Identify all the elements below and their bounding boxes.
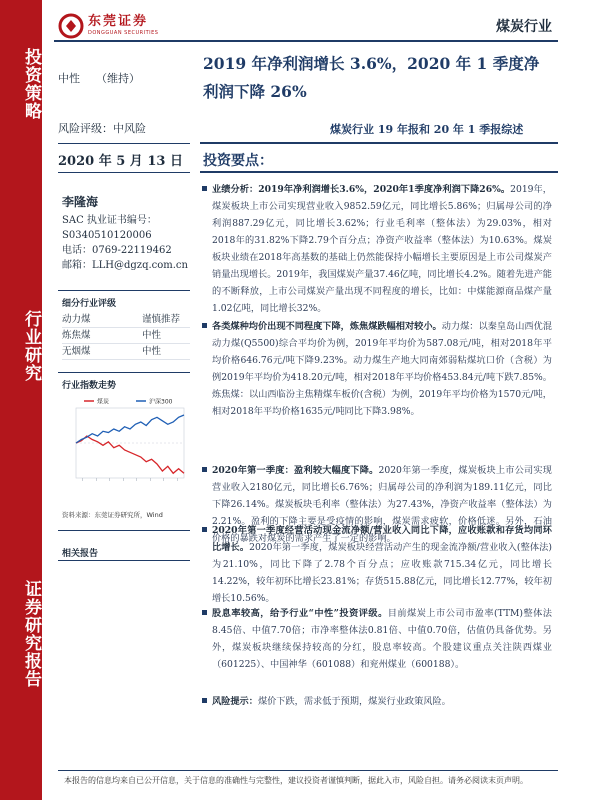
sub-industry-rating: 中性	[142, 346, 162, 357]
paragraph-lead: 风险提示：	[212, 696, 258, 707]
index-chart	[62, 394, 190, 500]
table-row	[62, 344, 190, 360]
side-label-strategy: 投资策略	[21, 48, 41, 120]
analyst-name: 李隆海	[62, 195, 99, 209]
sub-industry-rating: 谨慎推荐	[142, 314, 181, 325]
chart-source: 资料来源：东莞证券研究所，Wind	[62, 511, 163, 519]
paragraph-dividend	[212, 605, 552, 673]
paragraph-lead: 2020年第一季度：盈利较大幅度下降。	[212, 465, 379, 476]
analyst-phone: 电话：0769-22119462	[62, 245, 172, 256]
analyst-license-no: S0340510120006	[62, 230, 152, 241]
left-divider	[58, 290, 190, 291]
paragraph-body: 2020年第一季度，煤炭板块上市公司实现营业收入2180亿元，同比增长6.76%；归属母公司的净利润为189.11亿元，同比下降26.14%。煤炭板块毛利率（整体法）为27.43%，净资产收益率（整体法）为2.21%。盈利的下降主要是受疫情的影响，煤炭需求疲软，价格低迷。另外，石油价格的暴跌对煤炭的需求产生了一定的影响。	[212, 465, 552, 544]
rating-note: （维持）	[96, 72, 140, 85]
brand-name-en: DONGGUAN SECURITIES	[88, 30, 159, 36]
bullet-icon	[202, 527, 207, 532]
report-title: 2019 年净利润增长 3.6%，2020 年 1 季度净利润下降 26%	[203, 54, 540, 101]
index-chart-title: 行业指数走势	[62, 381, 117, 391]
analyst-email[interactable]: 邮箱：LLH@dgzq.com.cn	[62, 260, 188, 271]
paragraph-cashflow	[212, 522, 552, 607]
footer-disclaimer: 本报告的信息均来自已公开信息，关于信息的准确性与完整性，建议投资者谨慎判断，据此入市，风险自担。请务必阅读末页声明。	[64, 776, 528, 785]
paragraph-body: 动力煤：以秦皇岛山西优混动力煤(Q5500)综合平均价为例，2019年平均价为587.08元/吨，相对2018年平均价格646.76元/吨下降9.23%。动力煤生产地大同南郊弱粘煤坑口价（含税）为例2019年平均价为418.20元/吨，相对2018年平均价格453.84元/吨下跌7.85%。炼焦煤：以山西临汾主焦精煤车板价(含税）为例，2019年平均价格为1570元/吨，相对2018年平均价格1635元/吨同比下降3.98%。	[212, 321, 553, 417]
key-points-title: 投资要点：	[203, 153, 273, 169]
side-label-industry: 行业研究	[21, 310, 41, 382]
paragraph-lead: 各类煤种均价出现不同程度下降，炼焦煤跌幅相对较小。	[212, 321, 442, 332]
bullet-icon	[202, 610, 207, 615]
paragraph-body: 目前煤炭上市公司市盈率(TTM)整体法8.45倍、中值7.70倍；市净率整体法0.81倍、中值0.70倍，估值仍具备优势。另外，煤炭板块继续保持较高的分红，股息率较高。个股建议重点关注陕西煤业（601225）、中国神华（601088）和兖州煤业（600188）。	[212, 608, 552, 670]
analyst-license-label: SAC 执业证书编号：	[62, 215, 157, 226]
series-line-0	[76, 436, 184, 473]
header-divider	[54, 40, 558, 42]
left-divider	[58, 172, 190, 173]
paragraph-prices	[212, 318, 552, 420]
left-divider	[58, 560, 190, 561]
paragraph-performance	[212, 181, 552, 317]
report-date: 2020 年 5 月 13 日	[58, 154, 183, 169]
rating	[58, 70, 156, 86]
side-label-report: 证券研究报告	[21, 580, 41, 688]
title-divider	[200, 142, 558, 144]
left-divider	[58, 143, 190, 144]
bullet-icon	[202, 323, 207, 328]
brand-logo	[58, 10, 158, 42]
table-row	[62, 328, 190, 344]
sub-industry-name: 炼焦煤	[62, 330, 91, 341]
sub-industry-name: 无烟煤	[62, 346, 91, 357]
analyst-block	[62, 195, 192, 273]
paragraph-lead: 股息率较高，给予行业“中性”投资评级。	[212, 608, 388, 619]
sub-industry-name: 动力煤	[62, 314, 91, 325]
legend-label: 沪深300	[149, 398, 173, 406]
table-row	[62, 312, 190, 328]
bullet-icon	[202, 467, 207, 472]
industry-label: 煤炭行业	[496, 19, 552, 35]
left-divider	[58, 372, 190, 373]
rating-value: 中性	[58, 72, 80, 85]
bullet-icon	[202, 186, 207, 191]
sub-industry-table	[62, 312, 190, 360]
bullet-icon	[202, 698, 207, 703]
key-points-divider	[200, 171, 558, 173]
logo-mark-icon	[58, 13, 84, 39]
index-chart-svg	[62, 394, 190, 500]
risk-rating: 风险评级：中风险	[58, 122, 146, 135]
paragraph-body: 2020年第一季度，煤炭板块经营活动产生的现金流净额/营业收入(整体法)为21.10%，同比下降了2.78个百分点；应收账款715.34亿元，同比增长14.22%，较年初环比增长23.81%；存货515.88亿元，同比增长12.77%，较年初增长10.56%。	[212, 542, 552, 604]
paragraph-body: 2019年，煤炭板块上市公司实现营业收入9852.59亿元，同比增长5.86%；归属母公司的净利润887.29亿元，同比增长3.62%；行业毛利率（整体法）为29.03%，相对2018年的31.82%下降2.79个百分点；净资产收益率（整体法）为10.63%。煤炭板块业绩在2018年高基数的基础上仍然能保持小幅增长主要原因是上市公司煤炭产销量出现增长。2019年，我国煤炭产量37.46亿吨，同比增长4.2%。随着先进产能的不断释放，上市公司煤炭产量出现不同程度的增长，比如：中煤能源商品煤产量1.02亿吨，同比增长32%。	[212, 184, 552, 314]
paragraph-risk	[212, 693, 552, 710]
paragraph-lead: 2020年第一季度经营活动现金流净额/营业收入同比下降，应收账款和存货均同环比增长。	[212, 525, 552, 553]
paragraph-body: 煤价下跌，需求低于预期，煤炭行业政策风险。	[257, 696, 451, 707]
paragraph-lead: 业绩分析：2019年净利润增长3.6%，2020年1季度净利润下降26%。	[212, 184, 511, 195]
sub-industry-title: 细分行业评级	[62, 299, 117, 309]
footer-divider	[58, 770, 558, 771]
left-divider	[58, 530, 190, 531]
related-reports-title: 相关报告	[62, 549, 99, 559]
report-subtitle: 煤炭行业 19 年报和 20 年 1 季报综述	[330, 123, 524, 136]
side-strip	[0, 0, 42, 800]
legend-label: 煤炭	[97, 398, 110, 406]
sub-industry-rating: 中性	[142, 330, 162, 341]
brand-name-cn: 东莞证券	[88, 14, 149, 29]
